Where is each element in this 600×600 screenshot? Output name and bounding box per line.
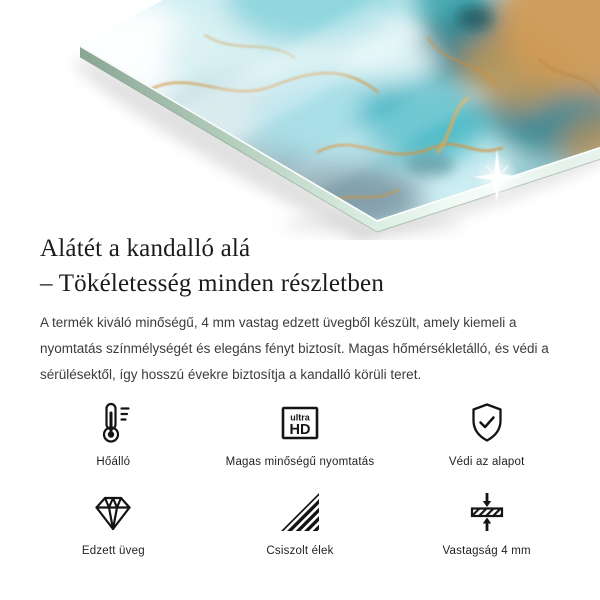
thermometer-icon	[89, 399, 137, 447]
thickness-icon	[463, 488, 511, 536]
svg-text:HD: HD	[289, 422, 311, 438]
feature-label: Védi az alapot	[448, 456, 525, 468]
feature-label: Magas minőségű nyomtatás	[225, 456, 375, 468]
product-image	[0, 0, 600, 240]
title-line-2: – Tökéletesség minden részletben	[40, 270, 385, 297]
ultra-hd-icon	[276, 399, 324, 447]
feature-heat-resistant	[20, 399, 207, 468]
feature-label: Hőálló	[96, 456, 131, 468]
text-block	[40, 231, 565, 388]
feature-polished-edges	[207, 488, 394, 557]
feature-label: Csiszolt élek	[266, 545, 334, 557]
feature-label: Edzett üveg	[81, 545, 145, 557]
diamond-icon	[89, 488, 137, 536]
feature-tempered-glass	[20, 488, 207, 557]
feature-protects-base	[393, 399, 580, 468]
product-description: A termék kiváló minőségű, 4 mm vastag edzett üvegből készült, amely kiemeli a nyomtatás színmélységét és elegáns fényt biztosít. Magas hőmérsékletálló, és védi a sérülésektől, így hosszú évekre biztosítja a kandalló körüli teret.	[40, 315, 549, 382]
title-line-1: Alátét a kandalló alá	[40, 235, 251, 262]
features-grid	[20, 399, 580, 557]
polished-edge-icon	[276, 488, 324, 536]
glass-panel-illustration	[0, 0, 600, 240]
feature-thickness	[393, 488, 580, 557]
feature-label: Vastagság 4 mm	[442, 545, 531, 557]
svg-text:ultra: ultra	[290, 412, 310, 423]
feature-print-quality	[207, 399, 394, 468]
shield-check-icon	[463, 399, 511, 447]
page-title	[40, 231, 565, 301]
